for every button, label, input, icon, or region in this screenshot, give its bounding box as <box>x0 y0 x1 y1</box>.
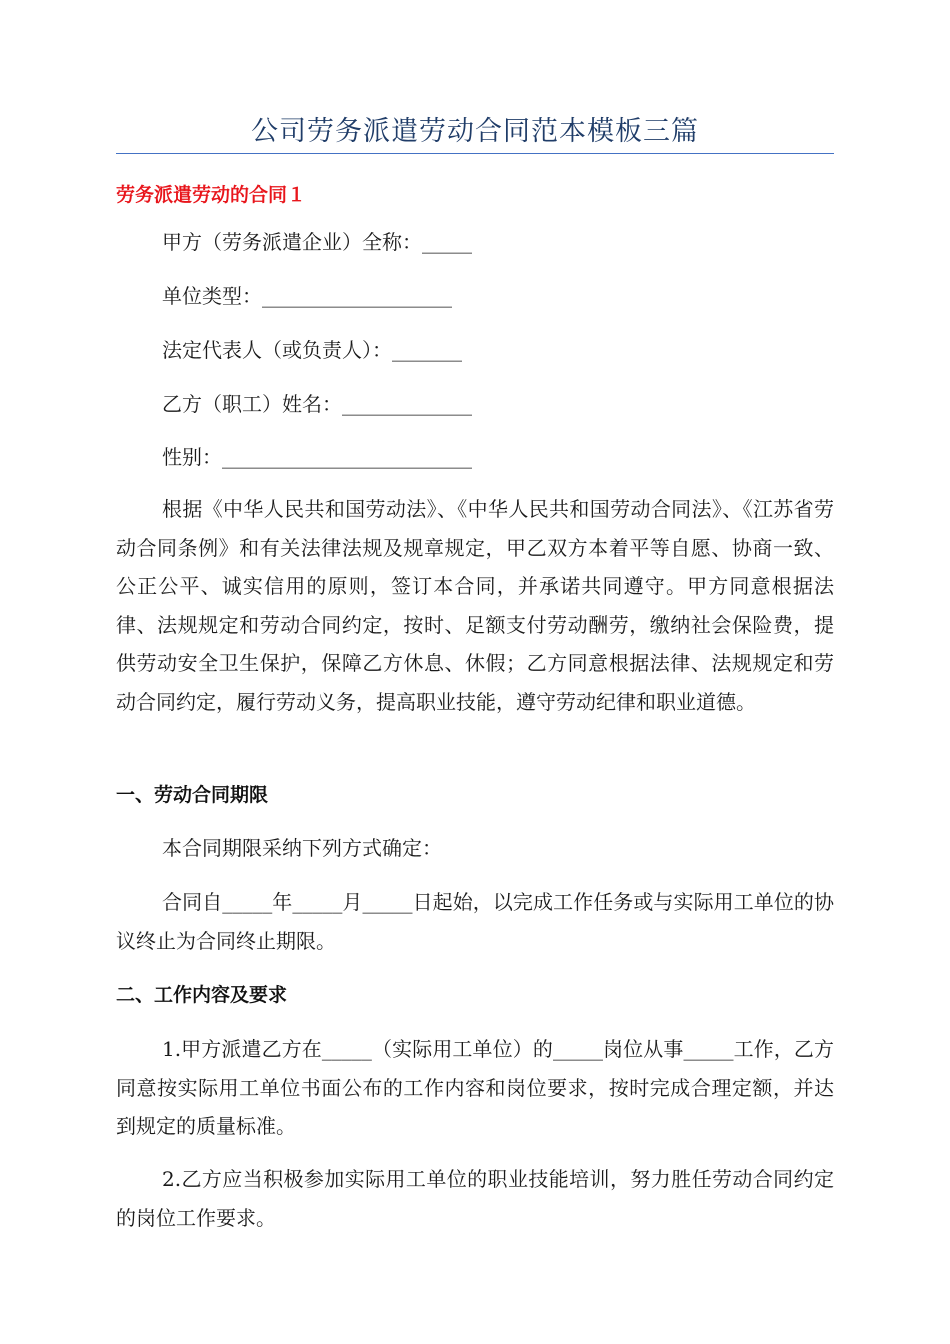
field-party-a-name: 甲方（劳务派遣企业）全称：_____ <box>162 230 472 254</box>
heading-work-content: 二、工作内容及要求 <box>116 984 288 1006</box>
heading-contract-term: 一、劳动合同期限 <box>116 784 269 806</box>
term-detail-paragraph: 合同自_____年_____月_____日起始，以完成工作任务或与实际用工单位的协议终止为合同终止期限。 <box>116 890 834 953</box>
section-title: 劳务派遣劳动的合同１ <box>116 184 307 206</box>
work-item-2: 2.乙方应当积极参加实际用工单位的职业技能培训，努力胜任劳动合同约定的岗位工作要求。 <box>116 1167 834 1230</box>
document-title: 公司劳务派遣劳动合同范本模板三篇 <box>251 116 699 147</box>
term-intro: 本合同期限采纳下列方式确定： <box>162 836 442 860</box>
field-gender: 性别：_________________________ <box>162 445 472 469</box>
field-party-b-name: 乙方（职工）姓名：_____________ <box>162 392 472 416</box>
title-underline <box>116 153 834 154</box>
field-legal-representative: 法定代表人（或负责人）：_______ <box>162 338 462 362</box>
work-item-1: 1.甲方派遣乙方在_____（实际用工单位）的_____岗位从事_____工作，乙方同意按实际用工单位书面公布的工作内容和岗位要求，按时完成合理定额，并达到规定的质量标准。 <box>116 1037 834 1138</box>
field-unit-type: 单位类型：___________________ <box>162 284 452 308</box>
intro-paragraph: 根据《中华人民共和国劳动法》、《中华人民共和国劳动合同法》、《江苏省劳动合同条例》和有关法律法规及规章规定，甲乙双方本着平等自愿、协商一致、公正公平、诚实信用的原则，签订本合同，并承诺共同遵守。甲方同意根据法律、法规规定和劳动合同约定，按时、足额支付劳动酬劳，缴纳社会保险费，提供劳动安全卫生保护，保障乙方休息、休假；乙方同意根据法律、法规规定和劳动合同约定，履行劳动义务，提高职业技能，遵守劳动纪律和职业道德。 <box>116 497 834 714</box>
